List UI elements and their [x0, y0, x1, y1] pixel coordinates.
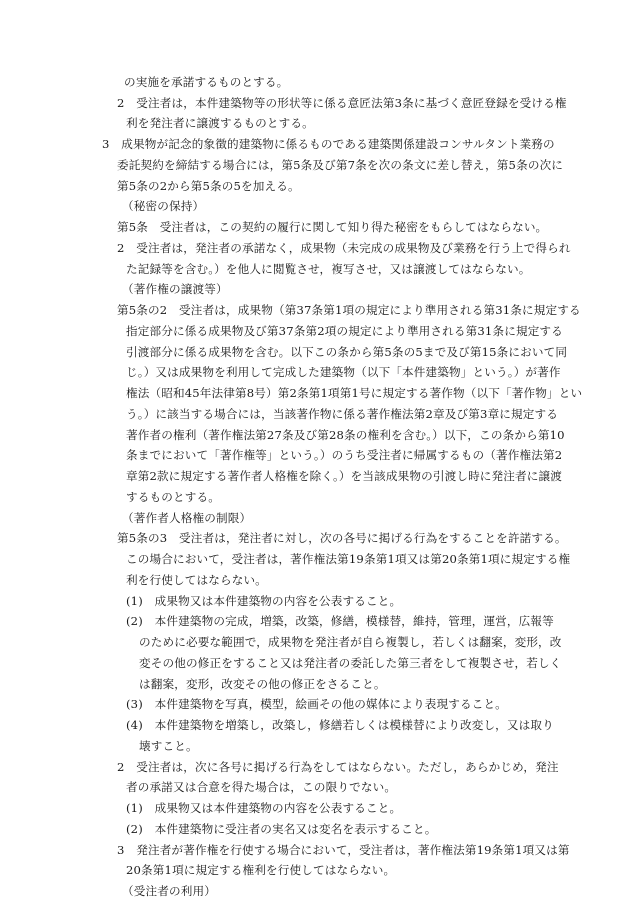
text-line: じ。）又は成果物を利用して完成した建築物（以下「本件建築物」という。）が著作 — [126, 365, 561, 379]
text-line: 第5条の2から第5条の5を加える。 — [117, 179, 300, 193]
list-item: (2) 本件建築物に受注者の実名又は変名を表示すること。 — [126, 822, 437, 836]
text-line: のために必要な範囲で，成果物を発注者が自ら複製し，若しくは翻案，変形，改 — [139, 635, 562, 649]
section-heading: （受注者の利用） — [122, 884, 216, 898]
text-line: 第5条の3 受注者は，発注者に対し，次の各号に掲げる行為をすることを許諾する。 — [117, 531, 567, 545]
text-line: するものとする。 — [126, 490, 220, 504]
text-line: 第5条の2 受注者は，成果物（第37条第1項の規定により準用される第31条に規定する — [117, 303, 581, 317]
text-line: 指定部分に係る成果物及び第37条第2項の規定により準用される第31条に規定する — [126, 324, 563, 338]
text-line: う。）に該当する場合には，当該著作物に係る著作権法第2章及び第3章に規定する — [126, 407, 559, 421]
section-heading: （著作者人格権の制限） — [122, 511, 252, 525]
text-line: 壊すこと。 — [139, 739, 198, 753]
section-heading: （秘密の保持） — [122, 199, 205, 213]
text-line: 利を行使してはならない。 — [126, 573, 267, 587]
text-line: 3 成果物が記念的象徴的建築物に係るものである建築関係建設コンサルタント業務の — [102, 137, 555, 151]
list-item: (1) 成果物又は本件建築物の内容を公表すること。 — [126, 594, 402, 608]
text-line: 者の承諾又は合意を得た場合は，この限りでない。 — [126, 780, 397, 794]
list-item: (1) 成果物又は本件建築物の内容を公表すること。 — [126, 801, 402, 815]
text-line: 著作者の権利（著作権法第27条及び第28条の権利を含む。）以下，この条から第10 — [126, 428, 565, 442]
text-line: 委託契約を締結する場合には，第5条及び第7条を次の条文に差し替え，第5条の次に — [117, 158, 564, 172]
text-line: 権法（昭和45年法律第8号）第2条第1項第1号に規定する著作物（以下「著作物」とい — [126, 386, 583, 400]
text-line: 利を発注者に譲渡するものとする。 — [126, 116, 314, 130]
text-line: 変その他の修正をすること又は発注者の委託した第三者をして複製させ，若しく — [139, 656, 562, 670]
text-line: この場合において，受注者は，著作権法第19条第1項又は第20条第1項に規定する権 — [126, 552, 571, 566]
text-line: 章第2款に規定する著作者人格権を除く。）を当該成果物の引渡し時に発注者に譲渡 — [126, 469, 563, 483]
text-line: 条までにおいて「著作権等」という。）のうち受注者に帰属するもの（著作権法第2 — [126, 448, 563, 462]
text-line: の実施を承諾するものとする。 — [124, 75, 289, 89]
text-line: 2 受注者は，発注者の承諾なく，成果物（未完成の成果物及び業務を行う上で得られ — [117, 241, 571, 255]
text-line: 2 受注者は，次に各号に掲げる行為をしてはならない。ただし，あらかじめ，発注 — [117, 760, 559, 774]
text-line: 第5条 受注者は，この契約の履行に関して知り得た秘密をもらしてはならない。 — [117, 220, 548, 234]
text-line: は翻案，変形，改変その他の修正をさること。 — [139, 677, 386, 691]
text-line: た記録等を含む。）を他人に閲覧させ，複写させ，又は譲渡してはならない。 — [126, 262, 531, 276]
list-item: (2) 本件建築物の完成，増築，改築，修繕，模様替，維持，管理，運営，広報等 — [126, 614, 554, 628]
text-line: 引渡部分に係る成果物を含む。以下この条から第5条の5まで及び第15条において同 — [126, 345, 568, 359]
text-line: 3 発注者が著作権を行使する場合において，受注者は，著作権法第19条第1項又は第 — [117, 843, 570, 857]
list-item: (3) 本件建築物を写真，模型，絵画その他の媒体により表現すること。 — [126, 697, 507, 711]
section-heading: （著作権の譲渡等） — [122, 282, 228, 296]
text-line: 2 受注者は，本件建築物等の形状等に係る意匠法第3条に基づく意匠登録を受ける権 — [117, 96, 567, 110]
text-line: 20条第1項に規定する権利を行使してはならない。 — [126, 863, 396, 877]
list-item: (4) 本件建築物を増築し，改築し，修繕若しくは模様替により改変し，又は取り — [126, 718, 554, 732]
